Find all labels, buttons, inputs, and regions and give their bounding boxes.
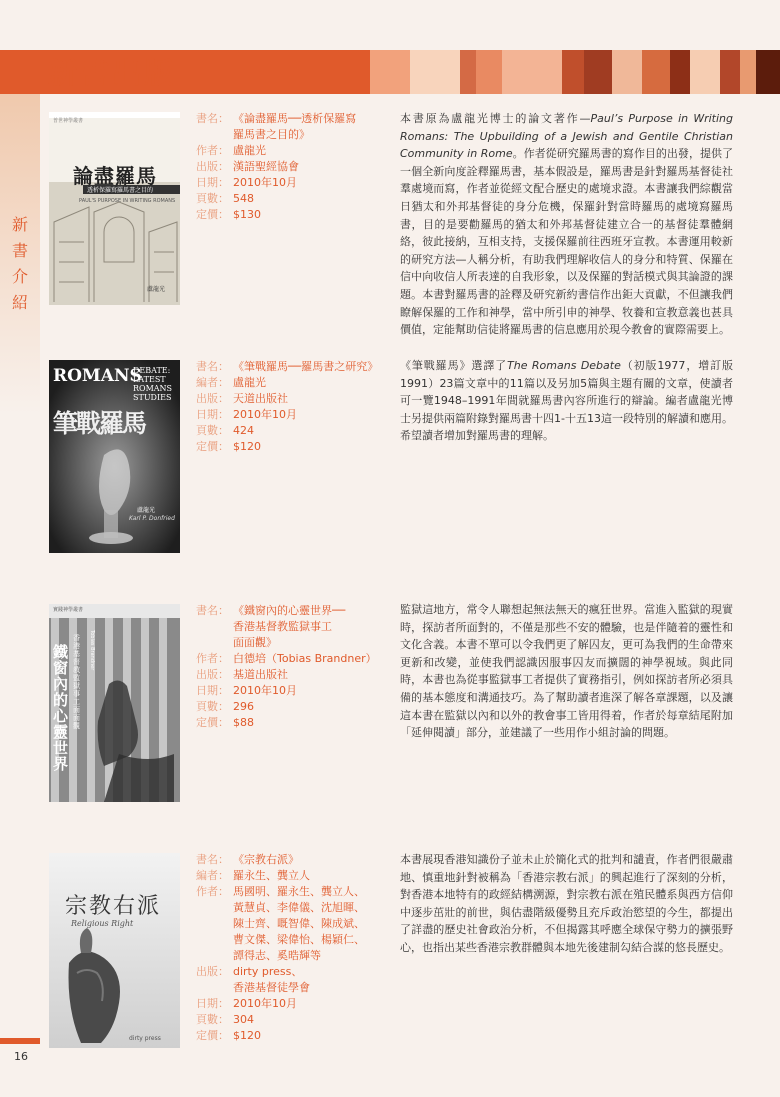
book-meta <box>196 111 384 223</box>
meta-value: 漢語聖經協會 <box>233 160 299 173</box>
cover-subtitle: 透析保羅寫羅馬書之目的 <box>87 187 154 194</box>
meta-line: 譚得志、奚晧輝等 <box>233 949 321 962</box>
cover-english: PAUL'S PURPOSE IN WRITING ROMANS <box>79 198 176 204</box>
cover-series: 實踐神學叢書 <box>53 607 84 613</box>
band-segment <box>476 50 502 94</box>
meta-value: $120 <box>233 440 261 453</box>
desc-text: 。作者從研究羅馬書的寫作目的出發，提供了一個全新向度詮釋羅馬書，基本假設是，羅馬書是針對羅馬基督徒社羣處境而寫，作者並從經文配合歷史的處境求證。本書讓我們綜觀當日猶太和外邦基督徒的身分危機，保羅針對當時羅馬的處境寫羅馬書，目的是要勸羅馬的猶太和外邦基督徒建立合一的基督徒羣體網絡，彼此接納，互相支持，支援保羅前往西班牙宣教。本書運用較新的研究方法—人稱分析，有助我們理解收信人的身分和特質、保羅在信中向收信人所表達的自我形象，以及保羅的對話模式與其論證的課題。本書對羅馬書的詮釋及研究新約書信作出鉅大貢獻，不但讓我們瞭解保羅的工作和神學，當中所引申的神學、牧養和宣教意義也甚具價值，定能幫助信徒將羅馬書的信息應用於現今教會的實際需要上。 <box>400 147 734 337</box>
meta-value: 基道出版社 <box>233 668 288 681</box>
meta-line: 香港基督教監獄事工 <box>233 620 332 633</box>
meta-row-title <box>196 111 384 143</box>
meta-value <box>233 111 384 143</box>
band-segment <box>642 50 670 94</box>
meta-row-publisher <box>196 964 384 996</box>
meta-row-publisher <box>196 159 384 175</box>
meta-line: 羅馬書之目的》 <box>233 128 310 141</box>
meta-row-date <box>196 175 384 191</box>
meta-key: 日期： <box>196 408 229 421</box>
meta-row-pages <box>196 699 384 715</box>
meta-row-title <box>196 603 384 651</box>
book-cover <box>49 112 180 305</box>
meta-key: 日期： <box>196 684 229 697</box>
meta-value: 304 <box>233 1013 254 1026</box>
cover-subtitle-en: DEBATE: LATEST ROMANS STUDIES <box>133 366 173 402</box>
meta-value: 424 <box>233 424 254 437</box>
meta-line: 《鐵窗內的心靈世界── <box>233 604 346 617</box>
meta-line: 陳士齊、嘅智偉、陳成斌、 <box>233 917 365 930</box>
meta-key: 編者： <box>196 376 229 389</box>
meta-line: 面面觀》 <box>233 636 277 649</box>
meta-row-editor <box>196 868 384 884</box>
book-meta <box>196 852 384 1044</box>
meta-row-author <box>196 143 384 159</box>
section-label <box>10 212 30 316</box>
meta-row-pages <box>196 1012 384 1028</box>
band-segment <box>502 50 562 94</box>
meta-key: 日期： <box>196 997 229 1010</box>
book-meta <box>196 359 384 455</box>
cover-title: 筆戰羅馬 <box>53 409 146 438</box>
band-segment <box>740 50 756 94</box>
meta-row-price <box>196 715 384 731</box>
band-segment <box>720 50 740 94</box>
meta-value: 296 <box>233 700 254 713</box>
book-description <box>400 357 733 445</box>
book-cover <box>49 360 180 553</box>
band-segment <box>410 50 460 94</box>
cover-title: 宗教右派 <box>65 894 162 919</box>
meta-key: 頁數： <box>196 700 229 713</box>
meta-key: 頁數： <box>196 192 229 205</box>
meta-row-date <box>196 407 384 423</box>
meta-value <box>233 964 384 996</box>
section-label-char: 介 <box>11 267 28 286</box>
band-segment <box>612 50 642 94</box>
meta-line: 《論盡羅馬──透析保羅寫 <box>233 112 357 125</box>
meta-key: 作者： <box>196 885 229 898</box>
book-cover <box>49 853 180 1048</box>
desc-italic-title: Paul’s Purpose in Writing Romans: The Upbuilding of a Jewish and Gentile Christian Community in Rome <box>400 112 733 161</box>
band-segment <box>460 50 476 94</box>
meta-line: 香港基督徒學會 <box>233 981 310 994</box>
meta-key: 書名： <box>196 112 229 125</box>
band-segment <box>756 50 780 94</box>
cover-author: 盧龍光 <box>137 507 156 514</box>
meta-line: 曹文傑、梁偉怡、楊穎仁、 <box>233 933 365 946</box>
meta-value: $130 <box>233 208 261 221</box>
meta-value: 盧龍光 <box>233 376 266 389</box>
meta-key: 定價： <box>196 1029 229 1042</box>
meta-key: 作者： <box>196 144 229 157</box>
meta-line: 馬國明、羅永生、龔立人、 <box>233 885 365 898</box>
band-segment <box>584 50 612 94</box>
meta-line: dirty press、 <box>233 965 303 978</box>
book-meta <box>196 603 384 731</box>
cover-series: 普世神學叢書 <box>53 118 84 124</box>
band-segment <box>670 50 690 94</box>
meta-row-publisher <box>196 391 384 407</box>
meta-row-title <box>196 359 384 375</box>
meta-key: 書名： <box>196 604 229 617</box>
desc-text: （初版1977，增訂版1991）23篇文章中的11篇以及另加5篇與主題有關的文章，使讀者可一覽1948–1991年間就羅馬書內容所進行的辯論。編者盧龍光博士另提供兩篇附錄對羅馬書十四1-十五13這一段特別的解讀和應用。希望讀者增加對羅馬書的理解。 <box>400 359 733 443</box>
band-segment <box>562 50 584 94</box>
meta-key: 出版： <box>196 965 229 978</box>
book-description <box>400 110 733 339</box>
section-label-char: 新 <box>11 215 28 234</box>
meta-row-author <box>196 651 384 667</box>
cover-title-en: Religious Right <box>71 919 134 928</box>
cover-subtitle: 香港基督教監獄事工面面觀 <box>73 634 80 730</box>
meta-key: 頁數： <box>196 424 229 437</box>
cover-title-en: ROMANS <box>53 366 142 386</box>
desc-text: 本書展現香港知識份子並未止於簡化式的批判和譴責，作者們很嚴肅地、慎重地針對被稱為「香港宗教右派」的興起進行了深刻的分析，對香港本地特有的政經結構溯源，對宗教右派在殖民體系與西方信仰中逐步茁壯的前世，與估盡階級優勢且充斥政治慾望的今生，都提出了詳盡的歷史社會政治分析，不但揭露其呼應全球保守勢力的擴張野心，也指出某些香港宗教群體與本地先後建制勾結合謀的悠長歷史。 <box>400 853 733 954</box>
page-number-bar <box>0 1038 40 1044</box>
meta-value: 盧龍光 <box>233 144 266 157</box>
desc-text: 本書原為盧龍光博士的論文著作— <box>400 112 591 125</box>
meta-value: 548 <box>233 192 254 205</box>
section-label-char: 紹 <box>11 293 28 312</box>
book-description <box>400 601 733 742</box>
meta-key: 出版： <box>196 160 229 173</box>
section-label-char: 書 <box>11 241 28 260</box>
meta-value: 2010年10月 <box>233 408 297 421</box>
cover-title: 鐵窗內的心靈世界 <box>53 643 69 773</box>
desc-italic-title: The Romans Debate <box>507 359 621 372</box>
desc-text: 監獄這地方，常令人聯想起無法無天的瘋狂世界。當進入監獄的現實時，探訪者所面對的，不僅是那些不安的體驗，也是伴隨着的靈性和文化含義。本書不單可以令我們更了解囚友，更可為我們的生命帶來更新和改變，並使我們認識因服事囚友而擴闊的神學視域。與此同時，本書也為從事監獄事工者提供了實務指引，例如探訪者所必須具備的基本態度和溝通技巧。為了幫助讀者進深了解各章課題，以及讓這本書在監獄以內和以外的教會事工皆用得着，作者於每章結尾附加「延伸閱讀」部分，並建議了一些用作小組討論的問題。 <box>400 603 733 740</box>
meta-row-pages <box>196 423 384 439</box>
meta-row-date <box>196 683 384 699</box>
meta-row-price <box>196 439 384 455</box>
cover-title: 論盡羅馬 <box>73 164 157 188</box>
cover-publisher: dirty press <box>129 1035 161 1042</box>
meta-value: 2010年10月 <box>233 997 297 1010</box>
page-title: 新書出版 <box>48 56 177 90</box>
meta-key: 書名： <box>196 360 229 373</box>
meta-row-author <box>196 884 384 964</box>
band-segment <box>370 50 410 94</box>
meta-row-publisher <box>196 667 384 683</box>
meta-value: 2010年10月 <box>233 176 297 189</box>
meta-line: 黃慧貞、李偉儀、沈旭暉、 <box>233 901 365 914</box>
book-description <box>400 851 733 957</box>
meta-key: 書名： <box>196 853 229 866</box>
meta-key: 編者： <box>196 869 229 882</box>
meta-key: 頁數： <box>196 1013 229 1026</box>
meta-key: 定價： <box>196 208 229 221</box>
meta-value: 《宗教右派》 <box>233 853 299 866</box>
meta-row-pages <box>196 191 384 207</box>
cover-author-en: Tobias Brandner <box>89 630 95 671</box>
meta-key: 作者： <box>196 652 229 665</box>
meta-value: 天道出版社 <box>233 392 288 405</box>
book-cover <box>49 604 180 802</box>
meta-key: 定價： <box>196 716 229 729</box>
cover-signature: Karl P. Donfried <box>129 515 175 522</box>
page-number: 16 <box>14 1050 28 1063</box>
meta-key: 日期： <box>196 176 229 189</box>
meta-value: 《筆戰羅馬──羅馬書之研究》 <box>233 360 379 373</box>
meta-value <box>233 884 384 964</box>
meta-value: 2010年10月 <box>233 684 297 697</box>
band-segment <box>690 50 720 94</box>
meta-row-price <box>196 207 384 223</box>
meta-value: 羅永生、龔立人 <box>233 869 310 882</box>
meta-key: 出版： <box>196 668 229 681</box>
cover-author: 盧龍光 <box>147 286 166 293</box>
meta-value <box>233 603 384 651</box>
meta-value: $88 <box>233 716 254 729</box>
meta-row-title <box>196 852 384 868</box>
meta-row-date <box>196 996 384 1012</box>
meta-key: 出版： <box>196 392 229 405</box>
desc-text: 《筆戰羅馬》選譯了 <box>400 359 508 372</box>
meta-value: 白德培（Tobias Brandner） <box>233 652 377 665</box>
meta-key: 定價： <box>196 440 229 453</box>
meta-value: $120 <box>233 1029 261 1042</box>
meta-row-editor <box>196 375 384 391</box>
meta-row-price <box>196 1028 384 1044</box>
